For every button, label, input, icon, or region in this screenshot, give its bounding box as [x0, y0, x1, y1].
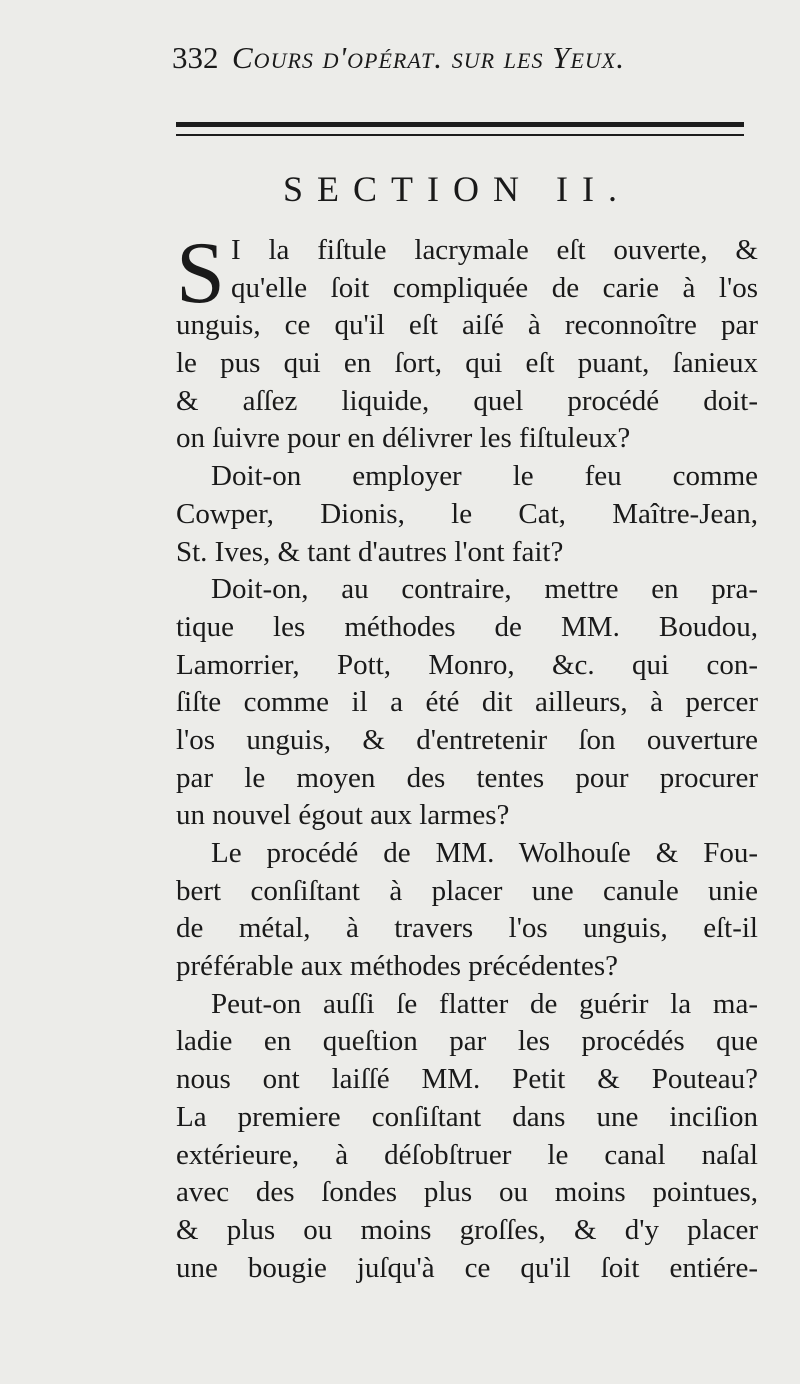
- text-line: & aſſez liquide, quel procédé doit-: [176, 384, 758, 417]
- text-line: nous ont laiſſé MM. Petit & Pouteau?: [176, 1063, 758, 1096]
- text-line: Peut-on auſſi ſe flatter de guérir la ma-: [211, 987, 758, 1020]
- text-line: extérieure, à déſobſtruer le canal naſal: [176, 1138, 758, 1171]
- text-line: Doit-on employer le feu comme: [211, 460, 758, 493]
- text-line: qu'elle ſoit compliquée de carie à l'os: [231, 271, 758, 304]
- text-line: & plus ou moins groſſes, & d'y placer: [176, 1213, 758, 1246]
- text-line: Cowper, Dionis, le Cat, Maître-Jean,: [176, 497, 758, 530]
- text-line: Doit-on, au contraire, mettre en pra-: [211, 573, 758, 606]
- text-line: de métal, à travers l'os unguis, eſt-il: [176, 912, 758, 945]
- text-line: St. Ives, & tant d'autres l'ont fait?: [176, 535, 564, 568]
- text-line: Lamorrier, Pott, Monro, &c. qui con-: [176, 648, 758, 681]
- text-line: par le moyen des tentes pour procurer: [176, 761, 758, 794]
- section-title: SECTION II.: [283, 169, 631, 209]
- text-line: La premiere conſiſtant dans une inciſion: [176, 1100, 758, 1133]
- header-rule-thick: [176, 122, 744, 127]
- text-line: unguis, ce qu'il eſt aiſé à reconnoître par: [176, 309, 758, 342]
- text-line: le pus qui en ſort, qui eſt puant, ſanieux: [176, 347, 758, 380]
- body-text: [176, 225, 758, 1287]
- text-line: ladie en queſtion par les procédés que: [176, 1025, 758, 1058]
- header-rule-thin: [176, 134, 744, 136]
- text-line: on ſuivre pour en délivrer les fiſtuleux?: [176, 422, 631, 455]
- running-title: Cours d'opérat. sur les Yeux.: [232, 40, 625, 75]
- text-line: un nouvel égout aux larmes?: [176, 799, 510, 832]
- page-number: 332: [172, 40, 219, 75]
- text-line: bert conſiſtant à placer une canule unie: [176, 874, 758, 907]
- page-header: [172, 40, 762, 80]
- text-line: tique les méthodes de MM. Boudou,: [176, 610, 758, 643]
- text-line: I la fiſtule lacrymale eſt ouverte, &: [231, 234, 758, 266]
- text-line: Le procédé de MM. Wolhouſe & Fou-: [211, 837, 758, 869]
- text-line: l'os unguis, & d'entretenir ſon ouverture: [176, 723, 758, 756]
- text-line: préférable aux méthodes précédentes?: [176, 950, 619, 983]
- text-line: ſiſte comme il a été dit ailleurs, à percer: [176, 686, 758, 719]
- text-line: avec des ſondes plus ou moins pointues,: [176, 1176, 758, 1209]
- text-line: une bougie juſqu'à ce qu'il ſoit entiére-: [176, 1251, 758, 1284]
- drop-cap: S: [176, 225, 225, 322]
